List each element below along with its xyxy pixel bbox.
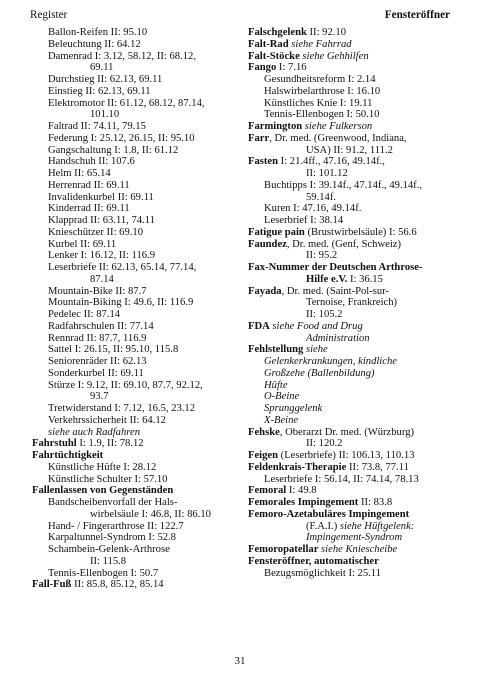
index-text: siehe Fahrrad (288, 38, 352, 50)
index-entry (248, 321, 462, 333)
index-entry (32, 450, 242, 462)
page-number: 31 (234, 655, 246, 667)
index-text: Knieschützer II: 69.10 (48, 226, 144, 238)
index-text: Kuren I: 47.16, 49.14f. (264, 203, 362, 215)
index-subentry (32, 239, 242, 251)
index-subentry (248, 86, 462, 98)
index-text: I: 49.8 (286, 485, 317, 497)
index-text: II: 85.8, 85.12, 85.14 (71, 579, 164, 591)
index-text: Buchtipps I: 39.14f., 47.14f., 49.14f., (264, 179, 423, 191)
index-continuation (248, 250, 462, 262)
header-section-label: Register (30, 9, 68, 21)
index-column-left (32, 27, 242, 591)
index-subentry (248, 415, 462, 427)
index-text: Femoral (248, 485, 287, 497)
index-text: siehe Fulkerson (302, 121, 373, 132)
index-text: Femoro-Azetabuläres Impingement (248, 508, 410, 520)
index-text: Stürze I: 9.12, II: 69.10, 87.7, 92.12, (48, 379, 203, 391)
index-text: Fahrstuhl (32, 438, 77, 450)
index-text: siehe Hüftgelenk: (339, 520, 415, 532)
index-text: Sattel I: 26.15, II: 95.10, 115.8 (48, 344, 179, 356)
index-continuation (32, 109, 242, 121)
index-subentry (248, 568, 462, 580)
index-continuation (248, 438, 462, 450)
index-text: Bandscheibenvorfall der Hals- (48, 497, 178, 508)
index-text: I: 36.15 (347, 273, 383, 285)
index-text: Faundez (248, 238, 287, 250)
index-text: Beleuchtung II: 64.12 (48, 38, 141, 50)
index-entry (248, 227, 462, 239)
index-text: siehe (303, 344, 328, 356)
index-text: Durchstieg II: 62.13, 69.11 (48, 74, 163, 85)
index-text: II: 95.2 (306, 250, 338, 262)
index-subentry (32, 133, 242, 145)
index-text: Impingement-Syndrom (306, 532, 403, 544)
index-text: Handschuh II: 107.6 (48, 156, 135, 168)
index-subentry (248, 74, 462, 86)
index-subentry (32, 27, 242, 39)
index-text: Künstliches Knie I: 19.11 (264, 97, 373, 109)
index-text: Einstieg II: 62.13, 69.11 (48, 85, 151, 97)
index-text: , Oberarzt Dr. med. (Würzburg) (279, 426, 415, 438)
index-entry (248, 462, 462, 474)
index-subentry (32, 227, 242, 239)
index-text: I: 21.4ff., 47.16, 49.14f., (278, 156, 385, 168)
index-text: Elektromotor II: 61.12, 68.12, 87.14, (48, 97, 205, 109)
index-subentry (32, 309, 242, 321)
index-text: I: 1.9, II: 78.12 (76, 438, 144, 450)
index-text: Farmington (248, 121, 303, 132)
index-subentry (32, 532, 242, 544)
index-subentry (32, 497, 242, 509)
index-text: 101.10 (90, 109, 120, 121)
index-text: Leserbriefe I: 56.14, II: 74.14, 78.13 (264, 473, 419, 485)
index-text: Tennis-Ellenbogen I: 50.10 (264, 109, 380, 121)
index-text: Hilfe e.V. (306, 273, 348, 285)
index-text: Fango (248, 62, 277, 74)
index-text: Fatigue pain (248, 226, 305, 238)
index-subentry (248, 98, 462, 110)
index-text: Falschgelenk (248, 27, 307, 38)
index-subentry (32, 51, 242, 63)
index-subentry (32, 333, 242, 345)
index-text: Kinderrad II: 69.11 (48, 203, 130, 215)
index-continuation (32, 556, 242, 568)
index-text: Gelenkerkrankungen, kindliche (264, 356, 397, 367)
index-subentry (32, 192, 242, 204)
index-text: Hüfte (264, 379, 288, 391)
index-text: Fayada (248, 285, 282, 297)
index-subentry (248, 380, 462, 392)
index-text: Fehske (248, 426, 280, 438)
index-text: Mountain-Bike II: 87.7 (48, 285, 147, 297)
index-subentry (32, 368, 242, 380)
index-text: Lenker I: 16.12, II: 116.9 (48, 250, 155, 262)
index-entry (248, 39, 462, 51)
index-text: 93.7 (90, 391, 109, 403)
index-subentry (32, 203, 242, 215)
index-subentry (32, 286, 242, 298)
index-text: II: 101.12 (306, 168, 348, 179)
index-entry (248, 544, 462, 556)
index-text: USA) II: 91.2, 111.2 (306, 144, 393, 156)
index-text: Helm II: 65.14 (48, 168, 111, 179)
index-subentry (32, 380, 242, 392)
index-text: Hand- / Fingerarthrose II: 122.7 (48, 520, 184, 532)
index-entry (248, 509, 462, 521)
index-continuation (248, 297, 462, 309)
index-text: Ballon-Reifen II: 95.10 (48, 27, 148, 38)
index-entry (248, 497, 462, 509)
index-subentry (32, 321, 242, 333)
index-text: , Dr. med. (Genf, Schweiz) (286, 238, 402, 250)
index-entry (248, 133, 462, 145)
index-entry (248, 156, 462, 168)
index-text: 87.14 (90, 273, 114, 285)
index-subentry (32, 297, 242, 309)
index-text: Künstliche Schulter I: 57.10 (48, 473, 168, 485)
index-entry (32, 485, 242, 497)
index-entry (248, 239, 462, 251)
index-text: Herrenrad II: 69.11 (48, 179, 130, 191)
index-continuation (248, 333, 462, 345)
index-continuation (248, 532, 462, 544)
index-text: Mountain-Biking I: 49.6, II: 116.9 (48, 297, 194, 309)
index-text: Faltrad II: 74.11, 79.15 (48, 121, 146, 132)
index-entry (248, 62, 462, 74)
index-entry (248, 556, 462, 568)
index-entry (248, 286, 462, 298)
index-text: Schambein-Gelenk-Arthrose (48, 544, 170, 555)
index-subentry (32, 156, 242, 168)
index-text: Sonderkurbel II: 69.11 (48, 367, 144, 379)
index-subentry (32, 121, 242, 133)
index-subentry (248, 403, 462, 415)
index-entry (248, 51, 462, 63)
index-subentry (248, 368, 462, 380)
index-text: Rennrad II: 87.7, 116.9 (48, 332, 147, 344)
index-subentry (32, 568, 242, 580)
index-subentry (32, 74, 242, 86)
index-text: Kurbel II: 69.11 (48, 238, 117, 250)
index-text: Künstliche Hüfte I: 28.12 (48, 461, 157, 473)
index-subentry (248, 203, 462, 215)
index-text: (F.A.I.) (306, 520, 340, 532)
index-subentry (32, 39, 242, 51)
index-subentry (248, 356, 462, 368)
index-text: I: 7.16 (276, 62, 307, 74)
index-text: O-Beine (264, 391, 300, 403)
index-text: , Dr. med. (Greenwood, Indiana, (269, 132, 407, 144)
index-text: Ternoise, Frankreich) (306, 297, 398, 309)
index-subentry (32, 427, 242, 439)
index-entry (248, 262, 462, 274)
index-text: Pedelec II: 87.14 (48, 309, 121, 320)
index-subentry (248, 109, 462, 121)
index-subentry (32, 215, 242, 227)
index-subentry (32, 180, 242, 192)
index-text: Bezugsmöglichkeit I: 25.11 (264, 567, 382, 579)
index-continuation (248, 309, 462, 321)
index-subentry (32, 403, 242, 415)
index-text: Fax-Nummer der Deutschen Arthrose- (248, 262, 423, 273)
index-text: (Brustwirbelsäule) I: 56.6 (304, 226, 417, 238)
index-text: , Dr. med. (Saint-Pol-sur- (281, 285, 390, 297)
index-continuation (248, 168, 462, 180)
index-text: siehe auch Radfahren (48, 426, 140, 438)
index-text: Federung I: 25.12, 26.15, II: 95.10 (48, 132, 195, 144)
index-text: Farr (248, 132, 270, 144)
index-text: Gesundheitsreform I: 2.14 (264, 74, 376, 85)
index-subentry (32, 98, 242, 110)
index-text: II: 105.2 (306, 309, 343, 320)
index-column-right (248, 27, 462, 579)
index-subentry (32, 250, 242, 262)
index-text: II: 83.8 (358, 497, 393, 508)
index-subentry (248, 215, 462, 227)
index-subentry (32, 474, 242, 486)
index-text: Invalidenkurbel II: 69.11 (48, 191, 154, 203)
index-text: Fahrtüchtigkeit (32, 450, 104, 461)
index-text: Fasten (248, 156, 279, 168)
index-continuation (32, 391, 242, 403)
index-text: X-Beine (264, 414, 299, 426)
index-text: Leserbrief I: 38.14 (264, 215, 344, 226)
index-entry (248, 450, 462, 462)
index-text: FDA (248, 320, 270, 332)
index-text: Tretwiderstand I: 7.12, 16.5, 23.12 (48, 403, 196, 414)
index-text: siehe Food and Drug (269, 320, 363, 332)
index-text: Damenrad I: 3.12, 58.12, II: 68.12, (48, 50, 196, 62)
index-text: Großzehe (Ballenbildung) (264, 367, 375, 379)
index-continuation (248, 521, 462, 533)
index-text: Feldenkrais-Therapie (248, 461, 347, 473)
index-text: Seniorenräder II: 62.13 (48, 356, 147, 367)
index-entry (248, 427, 462, 439)
index-text: II: 120.2 (306, 438, 343, 450)
index-text: Falt-Stöcke (248, 50, 300, 62)
index-continuation (32, 509, 242, 521)
index-subentry (32, 168, 242, 180)
index-subentry (32, 86, 242, 98)
index-text: Verkehrssicherheit II: 64.12 (48, 414, 166, 426)
index-text: Fehlstellung (248, 344, 304, 356)
index-text: 69.11 (90, 62, 114, 74)
index-subentry (32, 356, 242, 368)
index-text: Administration (306, 332, 370, 344)
index-continuation (248, 145, 462, 157)
index-text: Feigen (248, 450, 279, 461)
index-text: siehe Gehhilfen (299, 50, 369, 62)
index-entry (32, 438, 242, 450)
index-text: II: 92.10 (306, 27, 346, 38)
index-continuation (32, 62, 242, 74)
index-subentry (248, 474, 462, 486)
index-text: wirbelsäule I: 46.8, II: 86.10 (90, 508, 211, 520)
index-text: Sprunggelenk (264, 403, 323, 414)
index-subentry (32, 462, 242, 474)
index-text: II: 73.8, 77.11 (346, 461, 409, 473)
index-entry (248, 27, 462, 39)
index-text: Klapprad II: 63.11, 74.11 (48, 215, 155, 226)
index-text: Gangschaltung I: 1.8, II: 61.12 (48, 144, 179, 156)
index-text: Tennis-Ellenbogen I: 50.7 (48, 567, 159, 579)
index-text: Femorales Impingement (248, 497, 359, 508)
index-subentry (32, 415, 242, 427)
index-continuation (248, 274, 462, 286)
index-subentry (32, 521, 242, 533)
index-text: Radfahrschulen II: 77.14 (48, 320, 154, 332)
index-continuation (248, 192, 462, 204)
index-subentry (248, 391, 462, 403)
index-subentry (32, 544, 242, 556)
index-text: 59.14f. (306, 191, 337, 203)
index-entry (248, 121, 462, 133)
index-subentry (32, 145, 242, 157)
index-text: Falt-Rad (248, 38, 289, 50)
index-text: Halswirbelarthrose I: 16.10 (264, 85, 381, 97)
index-text: Karpaltunnel-Syndrom I: 52.8 (48, 532, 176, 544)
index-text: Fallenlassen von Gegenständen (32, 485, 174, 497)
index-text: Fensteröffner, automatischer (248, 555, 379, 567)
index-subentry (32, 344, 242, 356)
index-text: II: 115.8 (90, 555, 127, 567)
index-entry (248, 344, 462, 356)
index-subentry (32, 262, 242, 274)
index-continuation (32, 274, 242, 286)
index-text: Femoropatellar (248, 544, 319, 555)
index-entry (248, 485, 462, 497)
index-text: siehe Kniescheibe (318, 544, 398, 555)
index-subentry (248, 180, 462, 192)
index-text: Fall-Fuß (32, 579, 72, 591)
header-running-title: Fensteröffner (384, 9, 450, 21)
index-text: Leserbriefe II: 62.13, 65.14, 77.14, (48, 262, 197, 273)
index-text: (Leserbriefe) II: 106.13, 110.13 (278, 450, 415, 461)
index-entry (32, 579, 242, 591)
